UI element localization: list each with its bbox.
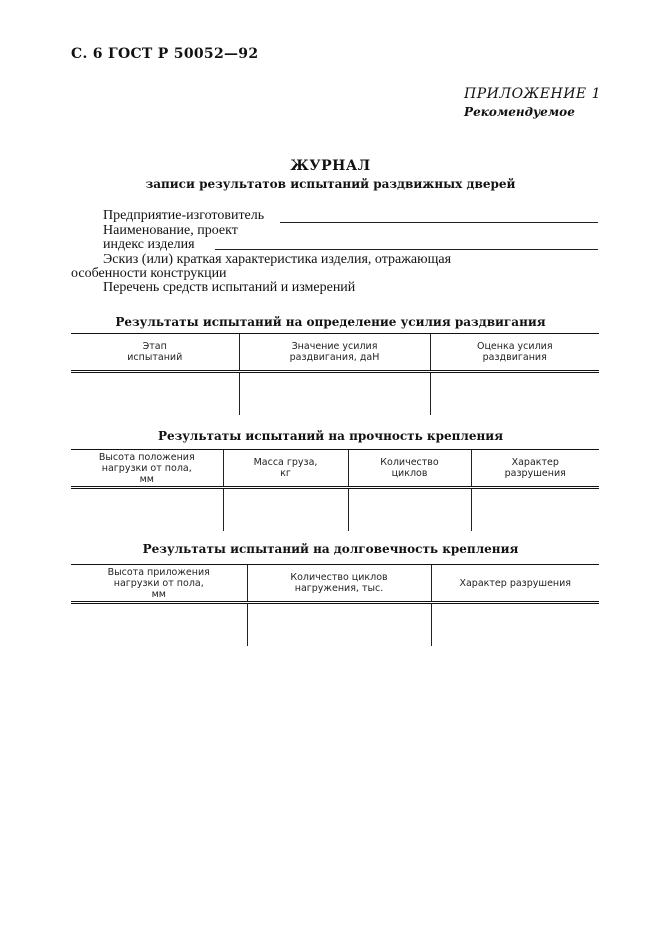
table1-header-force-value: Значение усилия раздвигания, даН (239, 334, 430, 372)
table1-header-force-rating: Оценка усилия раздвигания (430, 334, 599, 372)
appendix-subtitle: Рекомендуемое (464, 105, 575, 119)
appendix-title: ПРИЛОЖЕНИЕ 1 (464, 86, 601, 102)
table3-title: Результаты испытаний на долговечность крепления (142, 542, 519, 556)
table-cell[interactable] (431, 603, 599, 647)
field-sketch-label-line1: Эскиз (или) краткая характеристика изделия, отражающая (103, 252, 452, 267)
table2-header-load-height: Высота положения нагрузки от пола, мм (71, 450, 223, 488)
field-product-index-line[interactable] (215, 249, 598, 250)
table3-header-load-height: Высота приложения нагрузки от пола, мм (71, 565, 247, 603)
page-header: С. 6 ГОСТ Р 50052—92 (71, 46, 259, 62)
table1-title: Результаты испытаний на определение усилия раздвигания (115, 315, 546, 329)
field-name-project-label: Наименование, проект (103, 223, 238, 238)
field-product-index-label: индекс изделия (103, 237, 195, 252)
table-cell[interactable] (247, 603, 431, 647)
table2 (71, 449, 599, 531)
table2-header-load-mass: Масса груза, кг (223, 450, 348, 488)
table-cell[interactable] (239, 372, 430, 416)
field-sketch-label-line2: особенности конструкции (71, 266, 227, 281)
table-row (71, 603, 599, 647)
table3-header-cycles: Количество циклов нагружения, тыс. (247, 565, 431, 603)
table-cell[interactable] (71, 372, 239, 416)
table-cell[interactable] (71, 488, 223, 532)
table3-header-failure: Характер разрушения (431, 565, 599, 603)
field-manufacturer-line[interactable] (280, 222, 598, 223)
table1-header-stage: Этап испытаний (71, 334, 239, 372)
table-cell[interactable] (223, 488, 348, 532)
table-cell[interactable] (430, 372, 599, 416)
table1 (71, 333, 599, 415)
table2-header-cycles: Количество циклов (348, 450, 471, 488)
table-cell[interactable] (471, 488, 599, 532)
table-cell[interactable] (71, 603, 247, 647)
table2-header-failure: Характер разрушения (471, 450, 599, 488)
table-row (71, 372, 599, 416)
table3 (71, 564, 599, 646)
field-instruments-label: Перечень средств испытаний и измерений (103, 280, 356, 295)
field-manufacturer-label: Предприятие-изготовитель (103, 208, 265, 223)
table2-title: Результаты испытаний на прочность крепления (157, 429, 504, 443)
table-row (71, 488, 599, 532)
appendix-label (464, 86, 601, 119)
journal-subtitle: записи результатов испытаний раздвижных дверей (145, 177, 516, 191)
journal-title: ЖУРНАЛ (290, 158, 371, 174)
table-cell[interactable] (348, 488, 471, 532)
